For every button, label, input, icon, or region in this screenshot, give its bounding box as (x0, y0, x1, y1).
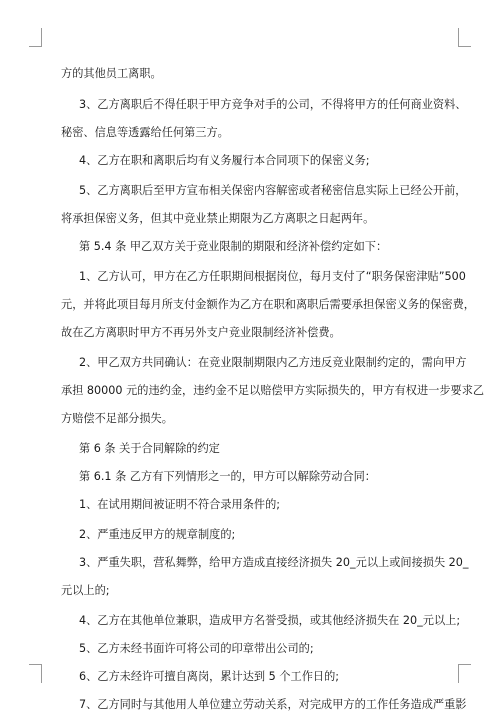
paragraph-line: 方的其他员工离职。 (61, 67, 162, 80)
crop-mark-top-left (29, 28, 42, 47)
list-item: 3、严重失职，营私舞弊，给甲方造成直接经济损失 20_元以上或间接损失 20_ (79, 556, 469, 569)
paragraph-line: 元以上的; (61, 584, 110, 597)
paragraph-line: 将承担保密义务，但其中竞业禁止期限为乙方离职之日起两年。 (61, 212, 375, 225)
section-heading: 第 5.4 条 甲乙双方关于竞业限制的期限和经济补偿约定如下： (79, 240, 388, 253)
section-heading: 第 6 条 关于合同解除的约定 (79, 442, 220, 455)
paragraph-line: 1、乙方认可，甲方在乙方任职期间根据岗位，每月支付了“职务保密津贴”500 (79, 270, 466, 283)
crop-mark-bottom-left (29, 664, 42, 683)
paragraph-line: 方赔偿不足部分损失。 (61, 412, 173, 425)
crop-mark-bottom-right (458, 664, 471, 683)
list-item: 2、严重违反甲方的规章制度的; (79, 528, 236, 541)
list-item: 4、乙方在其他单位兼职，造成甲方名誉受损，或其他经济损失在 20_元以上; (79, 614, 461, 627)
paragraph-line: 4、乙方在职和离职后均有义务履行本合同项下的保密义务; (79, 154, 370, 167)
paragraph-line: 3、乙方离职后不得任职于甲方竞争对手的公司，不得将甲方的任何商业资料、 (79, 98, 467, 111)
list-item: 1、在试用期间被证明不符合录用条件的; (79, 498, 281, 511)
paragraph-line: 承担 80000 元的违约金，违约金不足以赔偿甲方实际损失的，甲方有权进一步要求乙 (61, 384, 485, 397)
list-item: 7、乙方同时与其他用人单位建立劳动关系，对完成甲方的工作任务造成严重影 (79, 698, 467, 711)
paragraph-line: 元，并将此项目每月所支付金额作为乙方在职和离职后需要承担保密义务的保密费， (61, 298, 475, 311)
section-heading: 第 6.1 条 乙方有下列情形之一的，甲方可以解除劳动合同： (79, 470, 376, 483)
paragraph-line: 秘密、信息等透露给任何第三方。 (61, 126, 229, 139)
paragraph-line: 2、甲乙双方共同确认：在竞业限制期限内乙方违反竞业限制约定的，需向甲方 (79, 356, 467, 369)
crop-mark-top-right (458, 28, 471, 47)
list-item: 6、乙方未经许可擅自离岗，累计达到 5 个工作日的; (79, 670, 340, 683)
list-item: 5、乙方未经书面许可将公司的印章带出公司的; (79, 642, 314, 655)
paragraph-line: 故在乙方离职时甲方不再另外支户竞业限制经济补偿费。 (61, 326, 341, 339)
paragraph-line: 5、乙方离职后至甲方宣布相关保密内容解密或者秘密信息实际上已经公开前， (79, 184, 467, 197)
